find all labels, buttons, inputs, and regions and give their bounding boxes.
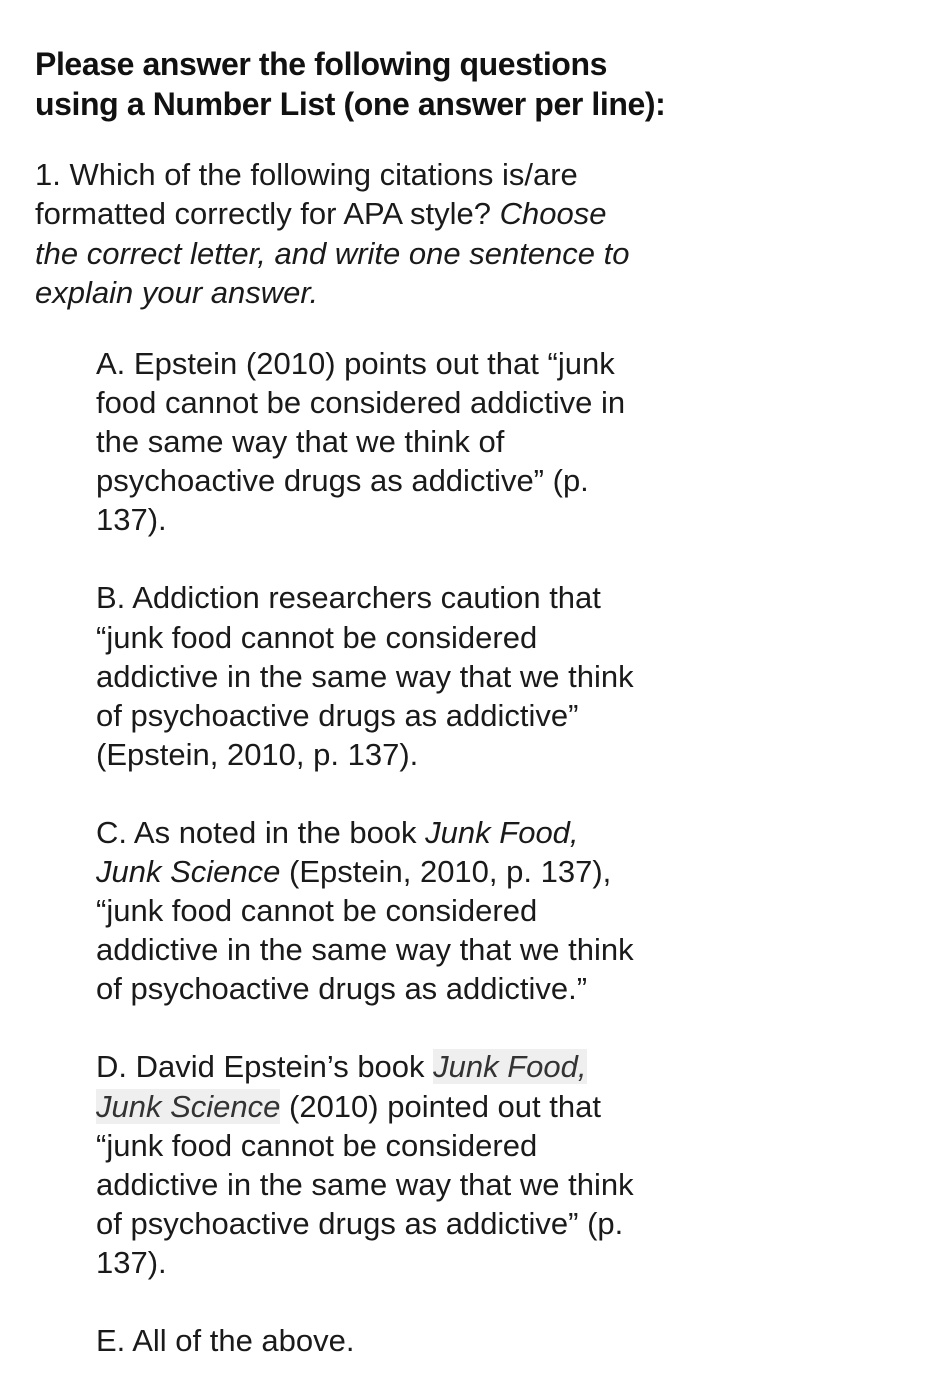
spacer <box>96 1008 736 1047</box>
book-title-highlighted: Junk Science <box>96 1088 281 1124</box>
option-line: of psychoactive drugs as addictive.” <box>96 971 588 1007</box>
question-instruction: the correct letter, and write one sentence to <box>35 235 630 271</box>
option-line: addictive in the same way that we think <box>96 932 634 968</box>
option-text: C. As noted in the book <box>96 814 426 850</box>
option-line: the same way that we think of <box>96 424 505 460</box>
option-line: addictive in the same way that we think <box>96 658 634 694</box>
heading-line: Please answer the following questions <box>35 46 607 82</box>
spacer <box>96 1282 736 1321</box>
option-b <box>96 578 736 773</box>
question-text: formatted correctly for APA style? <box>35 196 500 232</box>
question-instruction: Choose <box>499 196 607 232</box>
option-text: (Epstein, 2010, p. 137), <box>280 854 612 890</box>
instructions-heading <box>35 44 735 124</box>
option-line <box>96 1047 736 1086</box>
question-1 <box>35 155 715 312</box>
spacer <box>96 774 736 813</box>
option-line: 137). <box>96 1244 167 1280</box>
option-line: (Epstein, 2010, p. 137). <box>96 736 419 772</box>
option-e <box>96 1321 736 1360</box>
option-line: A. Epstein (2010) points out that “junk <box>96 346 615 381</box>
option-line: 137). <box>96 502 167 538</box>
book-title: Junk Science <box>96 854 281 890</box>
option-line: “junk food cannot be considered <box>96 619 538 655</box>
option-a <box>96 344 736 539</box>
option-line <box>96 813 736 852</box>
spacer <box>96 539 736 578</box>
option-line: of psychoactive drugs as addictive” <box>96 697 579 733</box>
option-line: E. All of the above. <box>96 1322 355 1358</box>
option-line: psychoactive drugs as addictive” (p. <box>96 463 589 499</box>
answer-options <box>96 344 736 1360</box>
option-line <box>96 1087 736 1126</box>
option-line: addictive in the same way that we think <box>96 1166 634 1202</box>
question-line: 1. Which of the following citations is/are <box>35 157 578 192</box>
option-line <box>96 852 736 891</box>
option-line: “junk food cannot be considered <box>96 1127 538 1163</box>
option-line: “junk food cannot be considered <box>96 893 538 929</box>
question-instruction: explain your answer. <box>35 274 319 310</box>
option-line: of psychoactive drugs as addictive” (p. <box>96 1205 624 1241</box>
option-text: (2010) pointed out that <box>280 1088 601 1124</box>
option-c <box>96 813 736 1008</box>
option-line: B. Addiction researchers caution that <box>96 580 601 616</box>
heading-line: using a Number List (one answer per line): <box>35 86 666 122</box>
option-line: food cannot be considered addictive in <box>96 385 626 421</box>
book-title-highlighted: Junk Food, <box>433 1049 587 1085</box>
question-line <box>35 194 715 233</box>
book-title: Junk Food, <box>425 814 579 850</box>
option-text: D. David Epstein’s book <box>96 1049 434 1085</box>
option-d <box>96 1047 736 1282</box>
